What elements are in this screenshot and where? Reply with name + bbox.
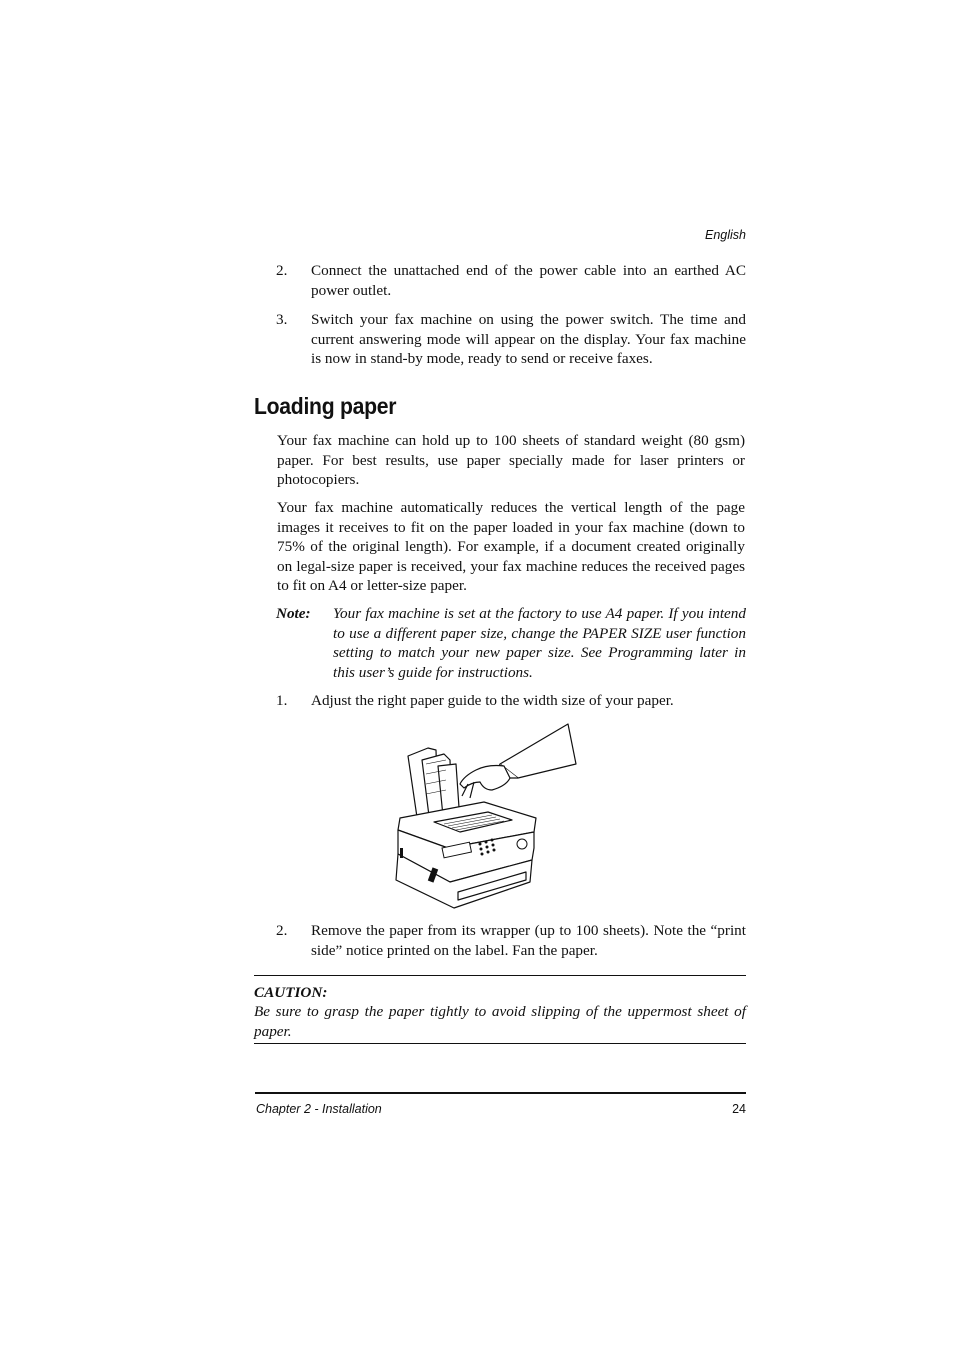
list-item — [276, 261, 746, 300]
fax-machine-illustration — [388, 720, 580, 916]
step-text: Connect the unattached end of the power cable into an earthed AC power outlet. — [311, 262, 746, 299]
paragraph: Your fax machine automatically reduces the vertical length of the page images it receives to fit on the paper loaded in your fax machine (down to 75% of the original length). For example, if a document created originally on legal-size paper is received, your fax machine reduces the received pages to fit on A4 or letter-size paper. — [277, 499, 745, 594]
list-item — [276, 691, 746, 711]
footer-rule — [255, 1092, 746, 1094]
footer-page-number: 24 — [732, 1102, 746, 1116]
step-number: 2. — [276, 922, 288, 939]
section-title: Loading paper — [254, 393, 397, 419]
note-block — [276, 604, 746, 682]
caution-label: CAUTION: — [254, 984, 328, 1001]
header-language: English — [705, 228, 746, 242]
caution-top-rule — [254, 975, 746, 976]
step-number: 1. — [276, 692, 288, 709]
step-number: 3. — [276, 311, 288, 328]
step-text: Switch your fax machine on using the power switch. The time and current answering mode will appear on the display. Your fax machine is now in stand-by mode, ready to send or receive faxes. — [311, 311, 746, 367]
step-text: Remove the paper from its wrapper (up to 100 sheets). Note the “print side” notice printed on the label. Fan the paper. — [311, 922, 746, 959]
step-text: Adjust the right paper guide to the width size of your paper. — [311, 692, 674, 709]
note-text: Your fax machine is set at the factory to use A4 paper. If you intend to use a different paper size, change the PAPER SIZE user function setting to match your new paper size. See Programming later in this user’s guide for instructions. — [333, 605, 746, 681]
caution-bottom-rule — [254, 1043, 746, 1044]
step-list-top — [276, 261, 746, 369]
list-item — [276, 310, 746, 369]
list-item — [276, 921, 746, 960]
caution-text: Be sure to grasp the paper tightly to avoid slipping of the uppermost sheet of paper. — [254, 1003, 746, 1040]
footer-chapter: Chapter 2 - Installation — [256, 1102, 382, 1116]
step-number: 2. — [276, 262, 288, 279]
paragraph: Your fax machine can hold up to 100 sheets of standard weight (80 gsm) paper. For best results, use paper specially made for laser printers or photocopiers. — [277, 432, 745, 488]
note-label: Note: — [276, 605, 311, 622]
